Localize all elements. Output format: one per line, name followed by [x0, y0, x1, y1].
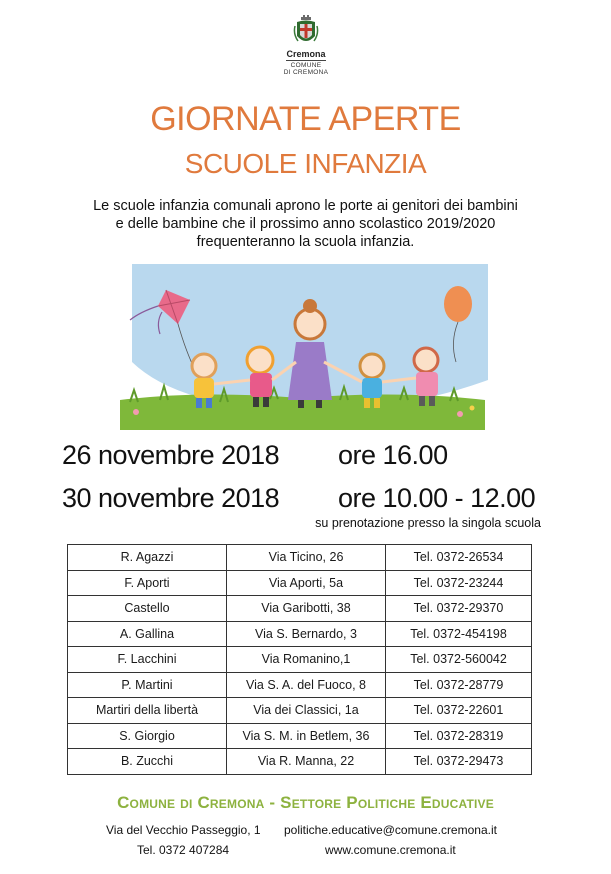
footer-email[interactable]: politiche.educative@comune.cremona.it — [284, 823, 497, 837]
school-phone: Tel. 0372-454198 — [386, 621, 532, 647]
footer-phone: Tel. 0372 407284 — [137, 843, 230, 857]
school-name: Martiri della libertà — [68, 698, 227, 724]
school-phone: Tel. 0372-26534 — [386, 545, 532, 571]
footer-title: Comune di Cremona - Settore Politiche Educative — [117, 793, 494, 812]
school-name: R. Agazzi — [68, 545, 227, 571]
date-1: 26 novembre 2018 — [62, 440, 280, 470]
school-address: Via Aporti, 5a — [227, 570, 386, 596]
logo-city-name: Cremona — [286, 49, 326, 59]
school-address: Via S. Bernardo, 3 — [227, 621, 386, 647]
school-name: F. Lacchini — [68, 647, 227, 673]
school-phone: Tel. 0372-28319 — [386, 723, 532, 749]
schools-table — [67, 544, 532, 775]
school-phone: Tel. 0372-29370 — [386, 596, 532, 622]
intro-text — [60, 197, 551, 251]
school-address: Via dei Classici, 1a — [227, 698, 386, 724]
school-name: Castello — [68, 596, 227, 622]
school-name: B. Zucchi — [68, 749, 227, 775]
date-2: 30 novembre 2018 — [62, 483, 280, 513]
school-name: A. Gallina — [68, 621, 227, 647]
table-row — [68, 723, 532, 749]
logo-divider — [286, 60, 326, 61]
intro-line: Le scuole infanzia comunali aprono le porte ai genitori dei bambini — [93, 198, 518, 214]
intro-line: e delle bambine che il prossimo anno scolastico 2019/2020 — [115, 216, 496, 232]
table-row — [68, 672, 532, 698]
logo-line-1: COMUNE — [290, 62, 322, 69]
table-row — [68, 621, 532, 647]
logo-line-2: DI CREMONA — [283, 69, 329, 76]
school-phone: Tel. 0372-28779 — [386, 672, 532, 698]
school-address: Via S. M. in Betlem, 36 — [227, 723, 386, 749]
reservation-note: su prenotazione presso la singola scuola — [315, 516, 541, 530]
school-name: P. Martini — [68, 672, 227, 698]
school-phone: Tel. 0372-560042 — [386, 647, 532, 673]
school-name: S. Giorgio — [68, 723, 227, 749]
school-phone: Tel. 0372-29473 — [386, 749, 532, 775]
page-subtitle: SCUOLE INFANZIA — [184, 148, 427, 179]
time-1: ore 16.00 — [338, 440, 448, 470]
school-address: Via Garibotti, 38 — [227, 596, 386, 622]
table-row — [68, 647, 532, 673]
school-phone: Tel. 0372-23244 — [386, 570, 532, 596]
city-logo — [276, 14, 336, 76]
table-row — [68, 596, 532, 622]
coat-of-arms-icon — [293, 14, 319, 48]
school-address: Via S. A. del Fuoco, 8 — [227, 672, 386, 698]
school-address: Via Romanino,1 — [227, 647, 386, 673]
page-title: GIORNATE APERTE — [150, 100, 461, 138]
school-address: Via Ticino, 26 — [227, 545, 386, 571]
intro-line: frequenteranno la scuola infanzia. — [196, 234, 415, 250]
table-row — [68, 545, 532, 571]
children-illustration — [100, 262, 490, 434]
footer-address: Via del Vecchio Passeggio, 1 — [106, 823, 261, 837]
table-row — [68, 570, 532, 596]
school-phone: Tel. 0372-22601 — [386, 698, 532, 724]
school-address: Via R. Manna, 22 — [227, 749, 386, 775]
time-2: ore 10.00 - 12.00 — [338, 483, 536, 513]
table-row — [68, 698, 532, 724]
school-name: F. Aporti — [68, 570, 227, 596]
table-row — [68, 749, 532, 775]
footer-website[interactable]: www.comune.cremona.it — [325, 843, 456, 857]
